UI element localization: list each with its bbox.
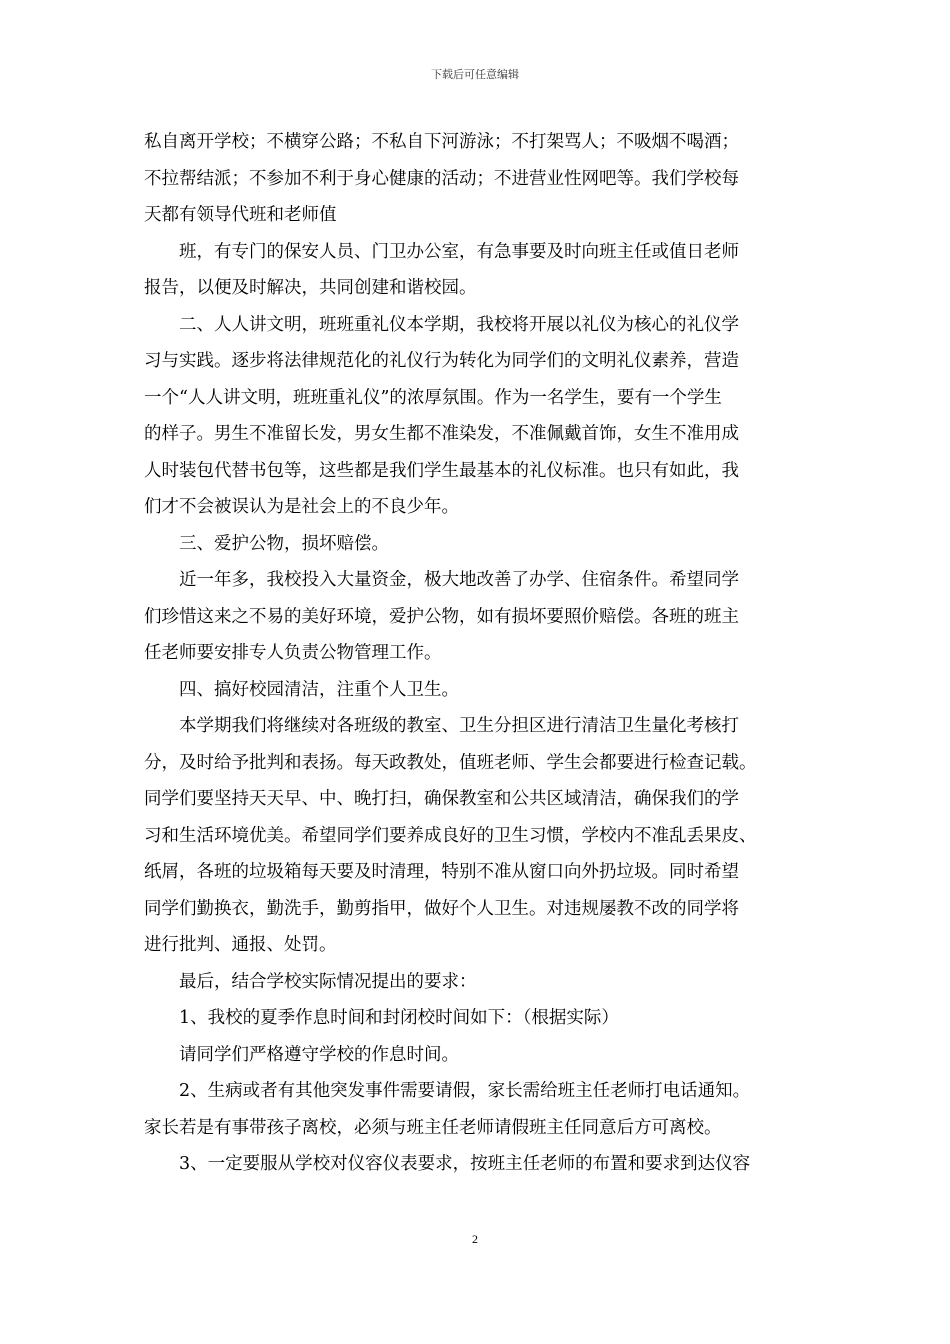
text-line: 进行批判、通报、处罚。 xyxy=(144,935,337,955)
text-line: 最后，结合学校实际情况提出的要求： xyxy=(179,971,477,992)
text-line: 私自离开学校；不横穿公路；不私自下河游泳；不打架骂人；不吸烟不喝酒； xyxy=(144,132,739,152)
section-heading-3 xyxy=(144,526,810,563)
text-line: 习与实践。逐步将法律规范化的礼仪行为转化为同学们的文明礼仪素养，营造 xyxy=(144,351,739,371)
text-line: 一个“人人讲文明，班班重礼仪”的浓厚氛围。作为一名学生，要有一个学生 xyxy=(144,387,722,408)
paragraph-section-4 xyxy=(144,708,810,964)
text-line: 四、搞好校园清洁，注重个人卫生。 xyxy=(179,679,459,700)
text-line: 2、生病或者有其他突发事件需要请假，家长需给班主任老师打电话通知。 xyxy=(179,1081,751,1101)
text-line: 习和生活环境优美。希望同学们要养成良好的卫生习惯，学校内不准乱丢果皮、 xyxy=(144,825,757,846)
page-header: 下载后可任意编辑 xyxy=(431,68,519,81)
text-line: 不拉帮结派；不参加不利于身心健康的活动；不进营业性网吧等。我们学校每 xyxy=(144,168,739,189)
list-item-2 xyxy=(144,1073,810,1146)
paragraph-section-2 xyxy=(144,307,810,526)
text-line: 1、我校的夏季作息时间和封闭校时间如下：（根据实际） xyxy=(179,1008,619,1028)
text-line: 任老师要安排专人负责公物管理工作。 xyxy=(144,643,442,663)
list-item-1 xyxy=(144,1000,810,1037)
text-line: 近一年多，我校投入大量资金，极大地改善了办学、住宿条件。希望同学 xyxy=(179,570,739,590)
text-line: 分，及时给予批判和表扬。每天政教处，值班老师、学生会都要进行检查记载。 xyxy=(144,752,757,773)
text-line: 们珍惜这来之不易的美好环境，爱护公物，如有损坏要照价赔偿。各班的班主 xyxy=(144,606,739,627)
text-line: 报告，以便及时解决，共同创建和谐校园。 xyxy=(144,278,477,298)
list-item-3 xyxy=(144,1146,810,1183)
paragraph-duty xyxy=(144,234,810,307)
text-line: 人时装包代替书包等，这些都是我们学生最基本的礼仪标准。也只有如此，我 xyxy=(144,460,739,481)
page-number: 2 xyxy=(472,1232,478,1246)
text-line: 纸屑，各班的垃圾箱每天要及时清理，特别不准从窗口向外扔垃圾。同时希望 xyxy=(144,862,739,882)
text-line: 3、一定要服从学校对仪容仪表要求，按班主任老师的布置和要求到达仪容 xyxy=(179,1154,751,1174)
section-heading-4 xyxy=(144,672,810,709)
paragraph-section-3 xyxy=(144,562,810,672)
text-line: 二、人人讲文明，班班重礼仪本学期，我校将开展以礼仪为核心的礼仪学 xyxy=(179,314,739,335)
text-line: 本学期我们将继续对各班级的教室、卫生分担区进行清洁卫生量化考核打 xyxy=(179,716,739,736)
text-line: 家长若是有事带孩子离校，必须与班主任老师请假班主任同意后方可离校。 xyxy=(144,1117,722,1138)
text-line: 天都有领导代班和老师值 xyxy=(144,205,337,225)
document-body xyxy=(144,124,810,1183)
paragraph-schedule-note xyxy=(144,1037,810,1074)
text-line: 的样子。男生不准留长发，男女生都不准染发，不准佩戴首饰，女生不准用成 xyxy=(144,424,739,444)
text-line: 三、爱护公物，损坏赔偿。 xyxy=(179,533,389,554)
text-line: 班，有专门的保安人员、门卫办公室，有急事要及时向班主任或值日老师 xyxy=(179,241,739,262)
text-line: 同学们要坚持天天早、中、晚打扫，确保教室和公共区域清洁，确保我们的学 xyxy=(144,789,739,809)
paragraph-final-intro xyxy=(144,964,810,1001)
text-line: 请同学们严格遵守学校的作息时间。 xyxy=(179,1044,459,1065)
text-line: 同学们勤换衣，勤洗手，勤剪指甲，做好个人卫生。对违规屡教不改的同学将 xyxy=(144,898,739,919)
paragraph-continuation xyxy=(144,124,810,234)
text-line: 们才不会被误认为是社会上的不良少年。 xyxy=(144,497,459,517)
